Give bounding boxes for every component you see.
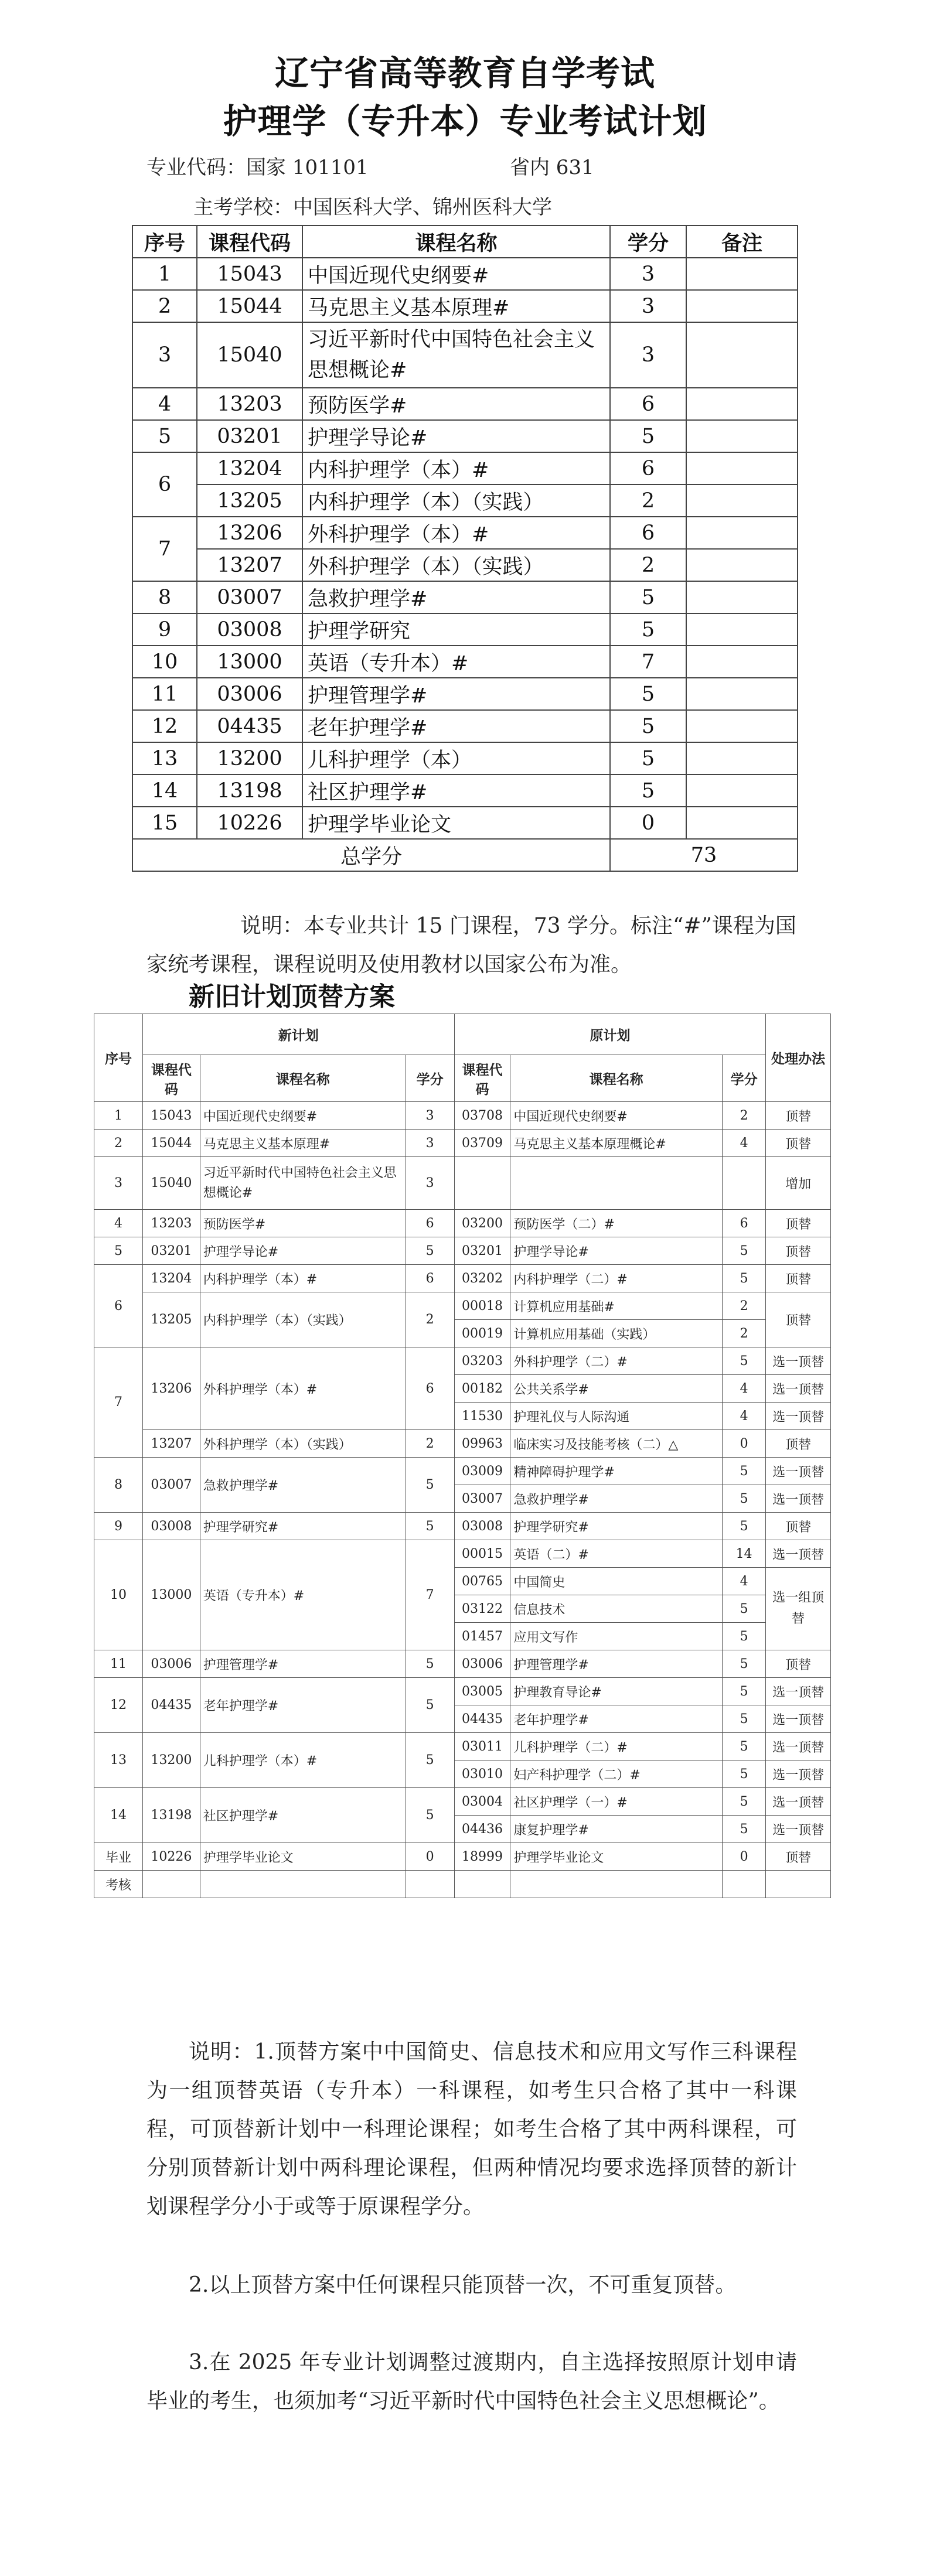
table-row: 11 03006 护理管理学# 5 03006 护理管理学# 5 顶替 — [94, 1650, 831, 1678]
header-no: 序号 — [132, 226, 197, 258]
table-row: 7 13206 外科护理学（本）# 6 — [132, 517, 798, 549]
table-row: 毕业 10226 护理学毕业论文 0 18999 护理学毕业论文 0 顶替 — [94, 1843, 831, 1871]
header-code: 课程代码 — [197, 226, 302, 258]
table-row: 03122 信息技术 5 — [94, 1595, 831, 1623]
major-code: 专业代码：国家 101101 — [147, 156, 369, 179]
total-row — [132, 839, 798, 871]
replacement-scheme-title: 新旧计划顶替方案 — [189, 982, 395, 1012]
table-row: 12 04435 老年护理学# 5 — [132, 710, 798, 742]
table-row: 8 03007 急救护理学# 5 — [132, 581, 798, 613]
table-row: 14 13198 社区护理学# 5 03004 社区护理学（一）# 5 选一顶替 — [94, 1788, 831, 1816]
table-row: 04435 老年护理学# 5 选一顶替 — [94, 1705, 831, 1733]
table-row: 10 13000 英语（专升本）# 7 00015 英语（二）# 14 选一顶替 — [94, 1540, 831, 1568]
table-row: 2 15044 马克思主义基本原理# 3 03709 马克思主义基本原理概论# 4 顶替 — [94, 1130, 831, 1157]
table-row: 03010 妇产科护理学（二）# 5 选一顶替 — [94, 1760, 831, 1788]
table-header-row: 课程代码 课程名称 学分 课程代码 课程名称 学分 — [94, 1055, 831, 1102]
table-row: 5 03201 护理学导论# 5 03201 护理学导论# 5 顶替 — [94, 1237, 831, 1265]
table-row: 00182 公共关系学# 4 选一顶替 — [94, 1375, 831, 1403]
header-credit: 学分 — [610, 226, 686, 258]
table-row: 1 15043 中国近现代史纲要# 3 03708 中国近现代史纲要# 2 顶替 — [94, 1102, 831, 1130]
table-row: 13207 外科护理学（本）（实践） 2 — [132, 549, 798, 581]
table-row: 考核 — [94, 1871, 831, 1898]
exam-plan-table — [132, 225, 798, 872]
table-row: 13205 内科护理学（本）（实践） 2 — [132, 485, 798, 517]
table-row: 12 04435 老年护理学# 5 03005 护理教育导论# 5 选一顶替 — [94, 1678, 831, 1705]
note-2: 2.以上顶替方案中任何课程只能顶替一次，不可重复顶替。 — [189, 2273, 737, 2297]
table-row: 7 13206 外科护理学（本）# 6 03203 外科护理学（二）# 5 选一顶替 — [94, 1347, 831, 1375]
table-row: 00019 计算机应用基础（实践） 2 — [94, 1320, 831, 1347]
table-row: 10 13000 英语（专升本）# 7 — [132, 646, 798, 678]
note-3: 3.在 2025 年专业计划调整过渡期内，自主选择按照原计划申请毕业的考生，也须加考“习近平新时代中国特色社会主义思想概论”。 — [147, 2350, 797, 2413]
header-name: 课程名称 — [302, 226, 610, 258]
table-row: 04436 康复护理学# 5 选一顶替 — [94, 1816, 831, 1843]
table-row: 6 13204 内科护理学（本）# 6 03202 内科护理学（二）# 5 顶替 — [94, 1265, 831, 1292]
table-row: 3 15040 习近平新时代中国特色社会主义思想概论# 3 — [132, 322, 798, 388]
table-row: 13205 内科护理学（本）（实践） 2 00018 计算机应用基础# 2 顶替 — [94, 1292, 831, 1320]
document-subtitle: 护理学（专升本）专业考试计划 — [223, 101, 707, 141]
host-schools: 主考学校：中国医科大学、锦州医科大学 — [193, 196, 552, 219]
plan-note: 说明：本专业共计 15 门课程，73 学分。标注“#”课程为国家统考课程，课程说明及使用教材以国家公布为准。 — [147, 914, 796, 977]
table-row: 11 03006 护理管理学# 5 — [132, 678, 798, 710]
table-row: 15 10226 护理学毕业论文 0 — [132, 807, 798, 839]
table-row: 00765 中国简史 4 选一组顶替 — [94, 1568, 831, 1595]
table-row: 9 03008 护理学研究 5 — [132, 613, 798, 646]
province-code: 省内 631 — [510, 156, 594, 179]
table-row: 8 03007 急救护理学# 5 03009 精神障碍护理学# 5 选一顶替 — [94, 1458, 831, 1485]
table-row: 13 13200 儿科护理学（本） 5 — [132, 742, 798, 774]
table-header-row: 序号 新计划 原计划 处理办法 — [94, 1014, 831, 1055]
table-row: 4 13203 预防医学# 6 — [132, 388, 798, 420]
table-row: 5 03201 护理学导论# 5 — [132, 420, 798, 452]
replacement-table — [94, 1014, 831, 1898]
table-row: 13 13200 儿科护理学（本）# 5 03011 儿科护理学（二）# 5 选一顶替 — [94, 1733, 831, 1760]
table-header-row — [132, 226, 798, 258]
table-row: 13207 外科护理学（本）（实践） 2 09963 临床实习及技能考核（二）△ 0 顶替 — [94, 1430, 831, 1458]
document-title: 辽宁省高等教育自学考试 — [274, 53, 655, 93]
table-row: 6 13204 内科护理学（本）# 6 — [132, 452, 798, 485]
table-row: 2 15044 马克思主义基本原理# 3 — [132, 290, 798, 322]
table-row: 9 03008 护理学研究# 5 03008 护理学研究# 5 顶替 — [94, 1513, 831, 1540]
header-remark: 备注 — [686, 226, 798, 258]
table-row: 01457 应用文写作 5 — [94, 1623, 831, 1650]
table-row: 3 15040 习近平新时代中国特色社会主义思想概论# 3 增加 — [94, 1157, 831, 1210]
table-row: 14 13198 社区护理学# 5 — [132, 774, 798, 807]
table-row: 03007 急救护理学# 5 选一顶替 — [94, 1485, 831, 1513]
table-row: 4 13203 预防医学# 6 03200 预防医学（二）# 6 顶替 — [94, 1210, 831, 1237]
total-value: 73 — [610, 839, 798, 871]
note-1: 说明：1.顶替方案中中国简史、信息技术和应用文写作三科课程为一组顶替英语（专升本）一科课程，如考生只合格了其中一科课程，可顶替新计划中一科理论课程；如考生合格了其中两科课程，可分别顶替新计划中两科理论课程，但两种情况均要求选择顶替的新计划课程学分小于或等于原课程学分。 — [147, 2040, 797, 2219]
total-label: 总学分 — [132, 839, 610, 871]
table-row: 1 15043 中国近现代史纲要# 3 — [132, 258, 798, 290]
table-row: 11530 护理礼仪与人际沟通 4 选一顶替 — [94, 1403, 831, 1430]
